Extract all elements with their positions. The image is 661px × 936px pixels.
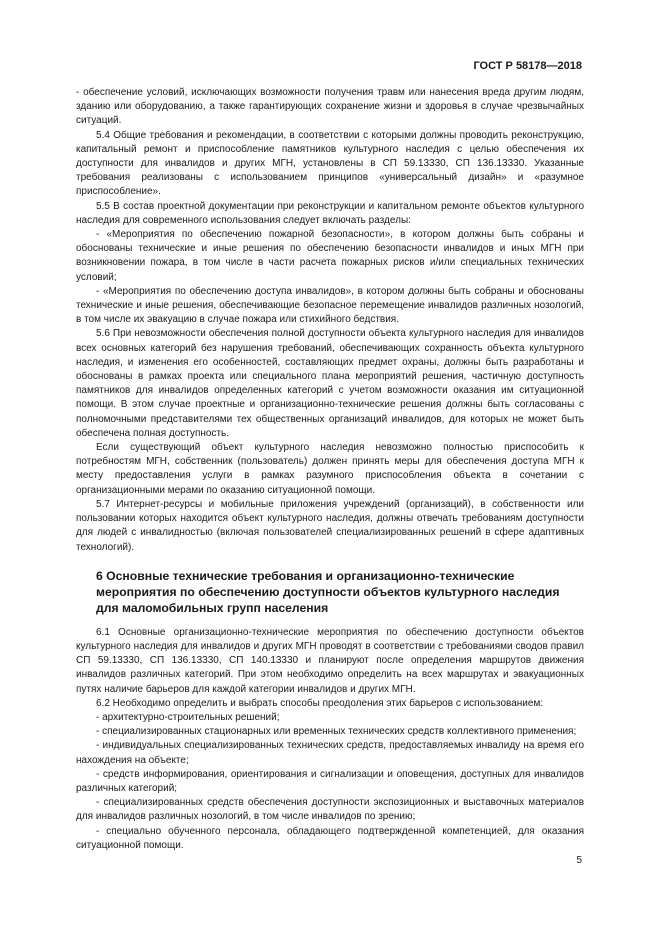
paragraph-6-2: 6.2 Необходимо определить и выбрать способы преодоления этих барьеров с использованием: [96,697,544,709]
paragraph-6-1: 6.1 Основные организационно-технические мероприятия по обеспечению доступности объектов культурного наследия для инвалидов и других МГН проводят в соответствии с требованиями сводов правил СП 59.13330, СП 136.13330, СП 140.13330 и планируют после определения маршрутов движения инвалидов различных категорий. При этом необходимо определить на всех маршрутах и эвакуационных путях наличие барьеров для каждой категории инвалидов и других МГН. [76,626,584,695]
paragraph-5-4: 5.4 Общие требования и рекомендации, в соответствии с которыми должны проводить реконструкцию, капитальный ремонт и приспособление памятников культурного наследия с целью обеспечения их доступности для инвалидов и других МГН, установлены в СП 59.13330, СП 136.13330. Указанные требования реализованы с использованием принципов «универсальный дизайн» и «разумное приспособление». [76,129,584,198]
list-item: - архитектурно-строительных решений; [96,711,280,723]
list-item: - специально обученного персонала, обладающего подтвержденной компетенцией, для оказания ситуационной помощи. [76,825,584,851]
paragraph-5-7: 5.7 Интернет-ресурсы и мобильные приложения учреждений (организаций), в собственности или пользовании которых находится объект культурного наследия, должны отвечать требованиям доступности для людей с инвалидностью (включая пользователей специализированных решений в сфере адаптивных технологий). [76,498,584,553]
list-item: - обеспечение условий, исключающих возможности получения травм или нанесения вреда другим людям, зданию или оборудованию, а также гарантирующих сохранение жизни и здоровья в случае чрезвычайных ситуаций. [76,87,584,127]
section-title: 6 Основные технические требования и организационно-технические мероприятия по обеспечению доступности объектов культурного наследия для маломобильных групп населения [96,568,560,615]
paragraph-5-6: 5.6 При невозможности обеспечения полной доступности объекта культурного наследия для инвалидов всех основных категорий без нарушения требований, обеспечивающих сохранность объекта культурного наследия, и изменения его особенностей, составляющих предмет охраны, должны быть разработаны и обоснованы в рамках проекта или специального плана мероприятий решения, частичную доступность памятников для инвалидов определенных категорий с учетом возможности оказания им ситуационной помощи. В этом случае проектные и организационно-технические решения должны быть согласованы с полномочными представителями тех общественных организаций инвалидов, для которых не может быть обеспечена полная доступность. [76,328,584,439]
paragraph: Если существующий объект культурного наследия невозможно полностью приспособить к потребностям МГН, собственник (пользователь) должен принять меры для обеспечения доступа МГН к месту предоставления услуги в рамках разумного приспособления объекта в сочетании с организационными мерами по оказанию ситуационной помощи. [76,442,584,496]
list-item: - «Мероприятия по обеспечению доступа инвалидов», в котором должны быть собраны и обоснованы технические и иные решения, обеспечивающие безопасное перемещение инвалидов различных нозологий, в том числе их эвакуацию в случае пожара или стихийного бедствия. [76,285,584,326]
list-item: - специализированных средств обеспечения доступности экспозиционных и выставочных материалов для инвалидов различных нозологий, в том числе инвалидов по зрению; [76,797,584,823]
list-item: - «Мероприятия по обеспечению пожарной безопасности», в котором должны быть собраны и обоснованы технические и иные решения по обеспечению безопасности инвалидов и иных МГН при возникновении пожара, в том числе в части расчета пожарных рисков и/или специальных технических условий; [76,229,584,283]
list-item: - средств информирования, ориентирования и сигнализации и оповещения, доступных для инвалидов различных категорий; [76,768,584,794]
document-body [76,86,584,853]
list-item: - индивидуальных специализированных технических средств, предоставляемых инвалиду на время его нахождения на объекте; [76,740,584,766]
paragraph-5-5: 5.5 В состав проектной документации при реконструкции и капитальном ремонте объектов культурного наследия для современного использования следует включать разделы: [76,200,584,226]
list-item: - специализированных стационарных или временных технических средств коллективного применения; [96,726,577,738]
page-number: 5 [576,855,582,866]
document-header: ГОСТ Р 58178—2018 [473,60,582,72]
